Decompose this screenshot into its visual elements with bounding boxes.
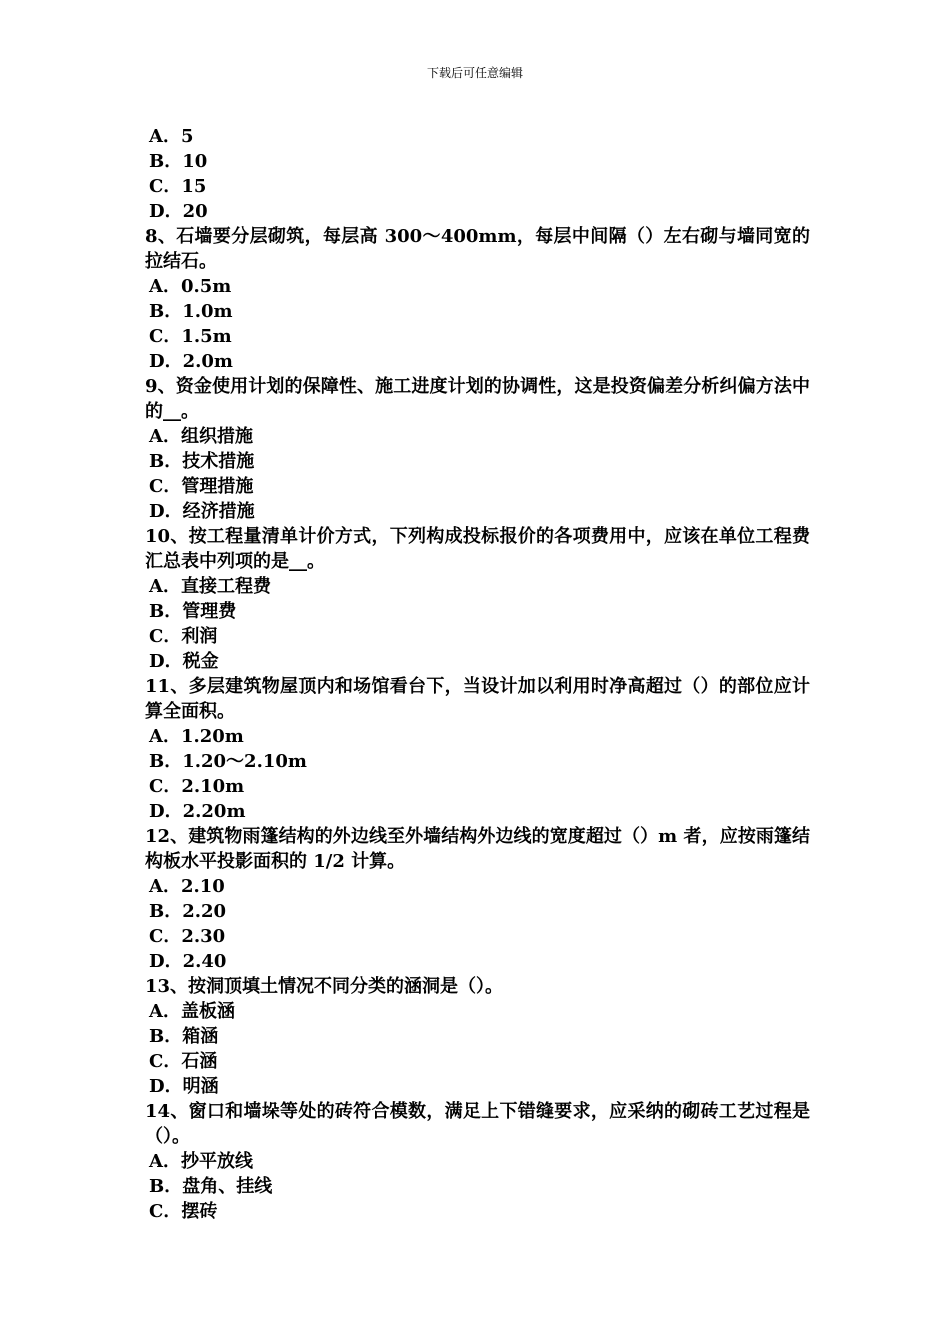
question-block-13 [145,974,810,1099]
option-b: B．箱涵 [149,1026,219,1047]
option-d: D．明涵 [149,1076,219,1097]
question-stem: 14、窗口和墙垛等处的砖符合模数，满足上下错缝要求，应采纳的砌砖工艺过程是（）。 [145,1101,810,1147]
option-b: B．1.20～2.10m [149,751,307,772]
option-b: B．10 [149,151,208,172]
option-a: A．直接工程费 [149,576,271,597]
option-b: B．2.20 [149,901,227,922]
option-c: C．利润 [149,626,218,647]
option-c: C．1.5m [149,326,232,347]
option-a: A．组织措施 [149,426,253,447]
option-d: D．2.0m [149,351,233,372]
question-block-12 [145,824,810,974]
question-block-10 [145,524,810,674]
option-c: C．石涵 [149,1051,218,1072]
question-list [145,124,810,1224]
question-stem: 9、资金使用计划的保障性、施工进度计划的协调性，这是投资偏差分析纠偏方法中的__。 [145,376,810,422]
option-c: C．管理措施 [149,476,254,497]
option-c: C．2.30 [149,926,226,947]
option-d: D．2.20m [149,801,246,822]
option-a: A．2.10 [149,876,225,897]
question-stem: 10、按工程量清单计价方式，下列构成投标报价的各项费用中，应该在单位工程费汇总表中列项的是__。 [145,526,810,572]
option-a: A．1.20m [149,726,244,747]
option-a: A．盖板涵 [149,1001,235,1022]
option-a: A．0.5m [149,276,232,297]
question-stem: 13、按洞顶填土情况不同分类的涵洞是（）。 [145,976,504,997]
question-block-9 [145,374,810,524]
question-stem: 8、石墙要分层砌筑，每层高 300～400mm，每层中间隔（）左右砌与墙同宽的拉结石。 [145,226,810,272]
option-c: C．15 [149,176,207,197]
option-d: D．2.40 [149,951,227,972]
question-block-7 [145,124,810,224]
option-b: B．1.0m [149,301,233,322]
option-a: A．5 [149,126,194,147]
option-c: C．2.10m [149,776,245,797]
option-d: D．税金 [149,651,219,672]
option-b: B．管理费 [149,601,237,622]
option-d: D．20 [149,201,208,222]
question-block-11 [145,674,810,824]
option-b: B．盘角、挂线 [149,1176,273,1197]
question-block-8 [145,224,810,374]
question-stem: 12、建筑物雨篷结构的外边线至外墙结构外边线的宽度超过（）m 者，应按雨篷结构板水平投影面积的 1/2 计算。 [145,826,810,872]
page-header: 下载后可任意编辑 [426,66,523,80]
option-c: C．摆砖 [149,1201,218,1222]
option-d: D．经济措施 [149,501,255,522]
question-stem: 11、多层建筑物屋顶内和场馆看台下，当设计加以利用时净高超过（）的部位应计算全面积。 [145,676,810,722]
question-block-14 [145,1099,810,1224]
option-b: B．技术措施 [149,451,255,472]
option-a: A．抄平放线 [149,1151,253,1172]
